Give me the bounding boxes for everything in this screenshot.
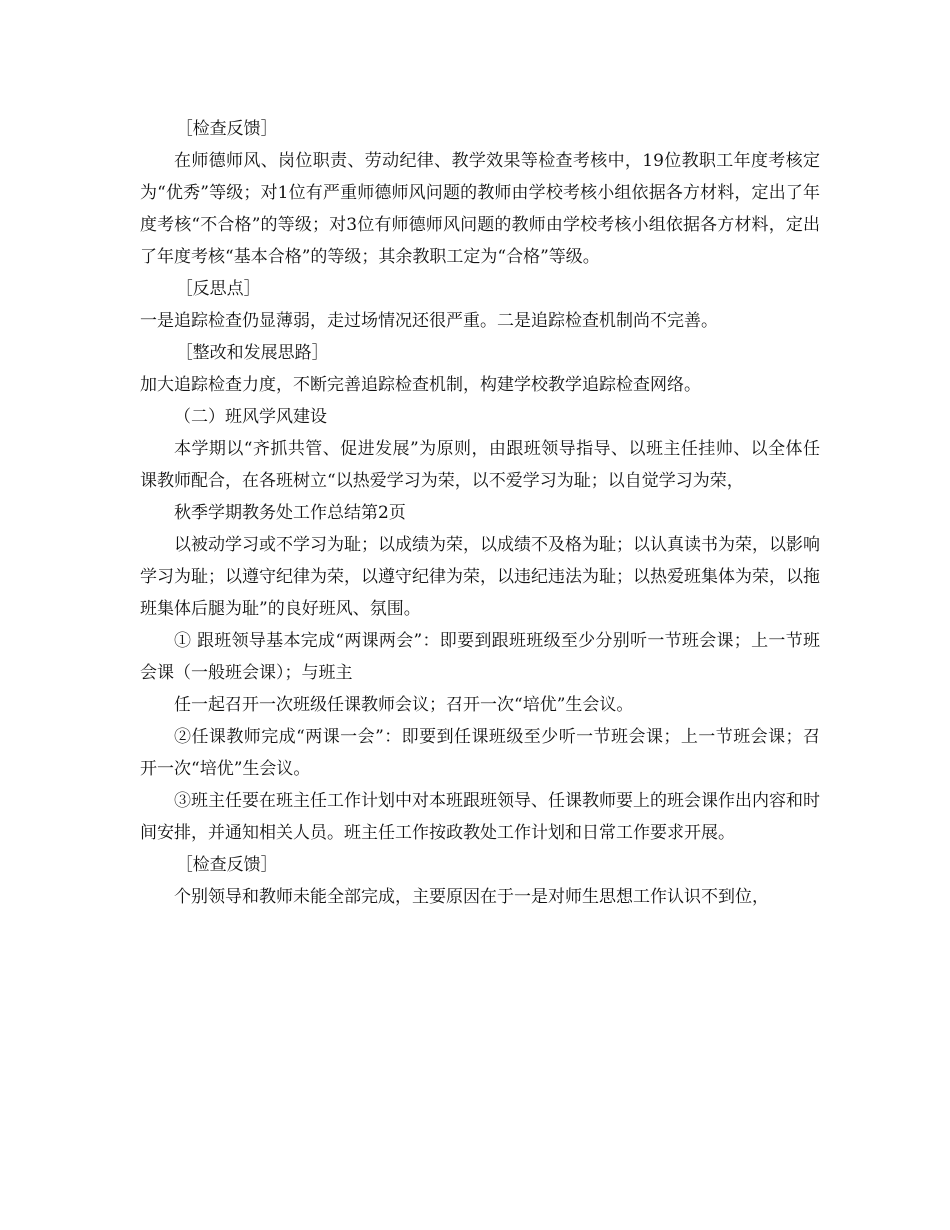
section-heading-feedback-2: ［检查反馈］ bbox=[175, 855, 278, 875]
paragraph-improvement: 加大追踪检查力度，不断完善追踪检查机制，构建学校教学追踪检查网络。 bbox=[140, 375, 701, 395]
paragraph-feedback-2: 个别领导和教师未能全部完成，主要原因在于一是对师生思想工作认识不到位， bbox=[174, 887, 769, 907]
section-heading-improvement: ［整改和发展思路］ bbox=[175, 343, 329, 363]
list-item-head-teacher-tasks: ③班主任要在班主任工作计划中对本班跟班领导、任课教师要上的班会课作出内容和时间安排，并通知相关人员。班主任工作按政教处工作计划和日常工作要求开展。 bbox=[140, 791, 820, 843]
section-heading-feedback: ［检查反馈］ bbox=[175, 119, 278, 139]
paragraph-class-style-continued: 以被动学习或不学习为耻；以成绩为荣，以成绩不及格为耻；以认真读书为荣，以影响学习为耻；以遵守纪律为荣，以遵守纪律为荣，以违纪违法为耻；以热爱班集体为荣，以拖班集体后腿为耻”的良好班风、氛围。 bbox=[140, 535, 820, 619]
list-item-leader-tasks: ① 跟班领导基本完成“两课两会”：即要到跟班班级至少分别听一节班会课；上一节班会课（一般班会课）；与班主 bbox=[140, 631, 820, 683]
section-heading-reflection: ［反思点］ bbox=[175, 279, 261, 299]
page-footer-text: 秋季学期教务处工作总结第2页 bbox=[174, 503, 406, 523]
paragraph-leader-tasks-continued: 任一起召开一次班级任课教师会议；召开一次“培优”生会议。 bbox=[174, 695, 634, 715]
paragraph-assessment-results: 在师德师风、岗位职责、劳动纪律、教学效果等检查考核中，19位教职工年度考核定为“优秀”等级；对1位有严重师德师风问题的教师由学校考核小组依据各方材料，定出了年度考核“不合格”的等级；对3位有师德师风问题的教师由学校考核小组依据各方材料，定出了年度考核“基本合格”的等级；其余教职工定为“合格”等级。 bbox=[140, 151, 820, 267]
paragraph-reflection: 一是追踪检查仍显薄弱，走过场情况还很严重。二是追踪检查机制尚不完善。 bbox=[140, 311, 718, 331]
section-heading-class-style: （二）班风学风建设 bbox=[174, 407, 327, 427]
paragraph-class-style-intro: 本学期以“齐抓共管、促进发展”为原则，由跟班领导指导、以班主任挂帅、以全体任课教师配合，在各班树立“以热爱学习为荣，以不爱学习为耻；以自觉学习为荣， bbox=[140, 439, 820, 491]
document-body bbox=[140, 113, 820, 913]
list-item-teacher-tasks: ②任课教师完成“两课一会”：即要到任课班级至少听一节班会课；上一节班会课；召开一次“培优”生会议。 bbox=[140, 727, 820, 779]
